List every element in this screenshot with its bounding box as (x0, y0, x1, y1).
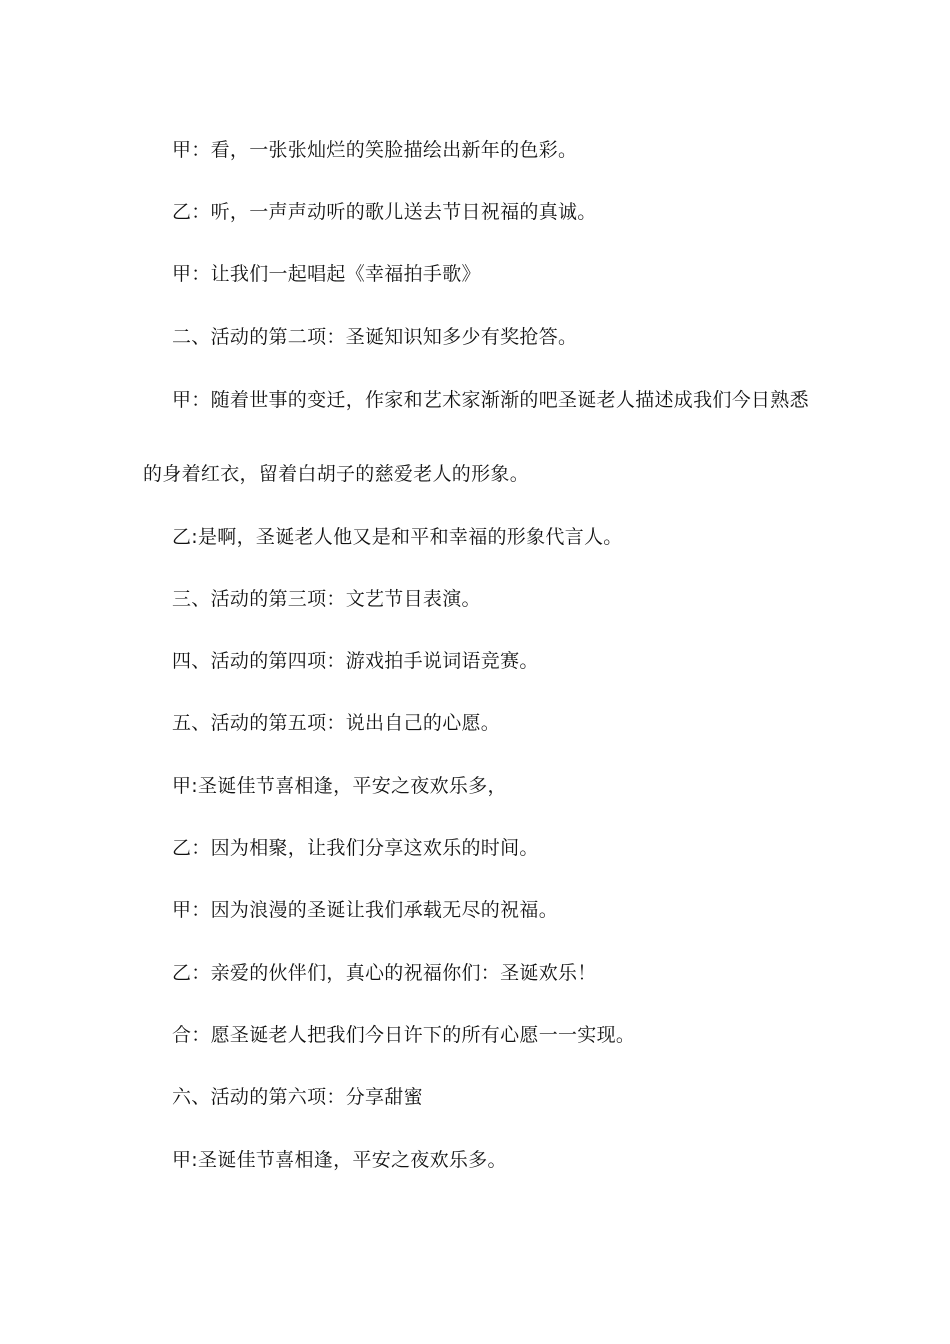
paragraph-line: 甲：看，一张张灿烂的笑脸描绘出新年的色彩。 (172, 139, 578, 161)
paragraph-line: 甲：让我们一起唱起《幸福拍手歌》 (172, 263, 481, 285)
section-heading: 四、活动的第四项：游戏拍手说词语竞赛。 (172, 650, 539, 672)
section-heading: 三、活动的第三项：文艺节目表演。 (172, 588, 481, 610)
paragraph-line-continuation: 的身着红衣，留着白胡子的慈爱老人的形象。 (143, 463, 530, 485)
section-heading: 六、活动的第六项：分享甜蜜 (172, 1086, 423, 1108)
paragraph-line: 甲:圣诞佳节喜相逢，平安之夜欢乐多。 (172, 1149, 507, 1171)
paragraph-line: 甲：因为浪漫的圣诞让我们承载无尽的祝福。 (172, 899, 559, 921)
paragraph-line: 合：愿圣诞老人把我们今日许下的所有心愿一一实现。 (172, 1024, 636, 1046)
paragraph-line: 乙：因为相聚，让我们分享这欢乐的时间。 (172, 837, 539, 859)
paragraph-line: 甲:圣诞佳节喜相逢，平安之夜欢乐多， (172, 775, 507, 797)
paragraph-line: 乙：亲爱的伙伴们，真心的祝福你们：圣诞欢乐！ (172, 962, 597, 984)
paragraph-line: 甲：随着世事的变迁，作家和艺术家渐渐的吧圣诞老人描述成我们今日熟悉 (172, 389, 809, 411)
section-heading: 二、活动的第二项：圣诞知识知多少有奖抢答。 (172, 326, 578, 348)
section-heading: 五、活动的第五项：说出自己的心愿。 (172, 712, 501, 734)
paragraph-line: 乙：听，一声声动听的歌儿送去节日祝福的真诚。 (172, 201, 597, 223)
paragraph-line: 乙:是啊，圣诞老人他又是和平和幸福的形象代言人。 (172, 526, 623, 548)
